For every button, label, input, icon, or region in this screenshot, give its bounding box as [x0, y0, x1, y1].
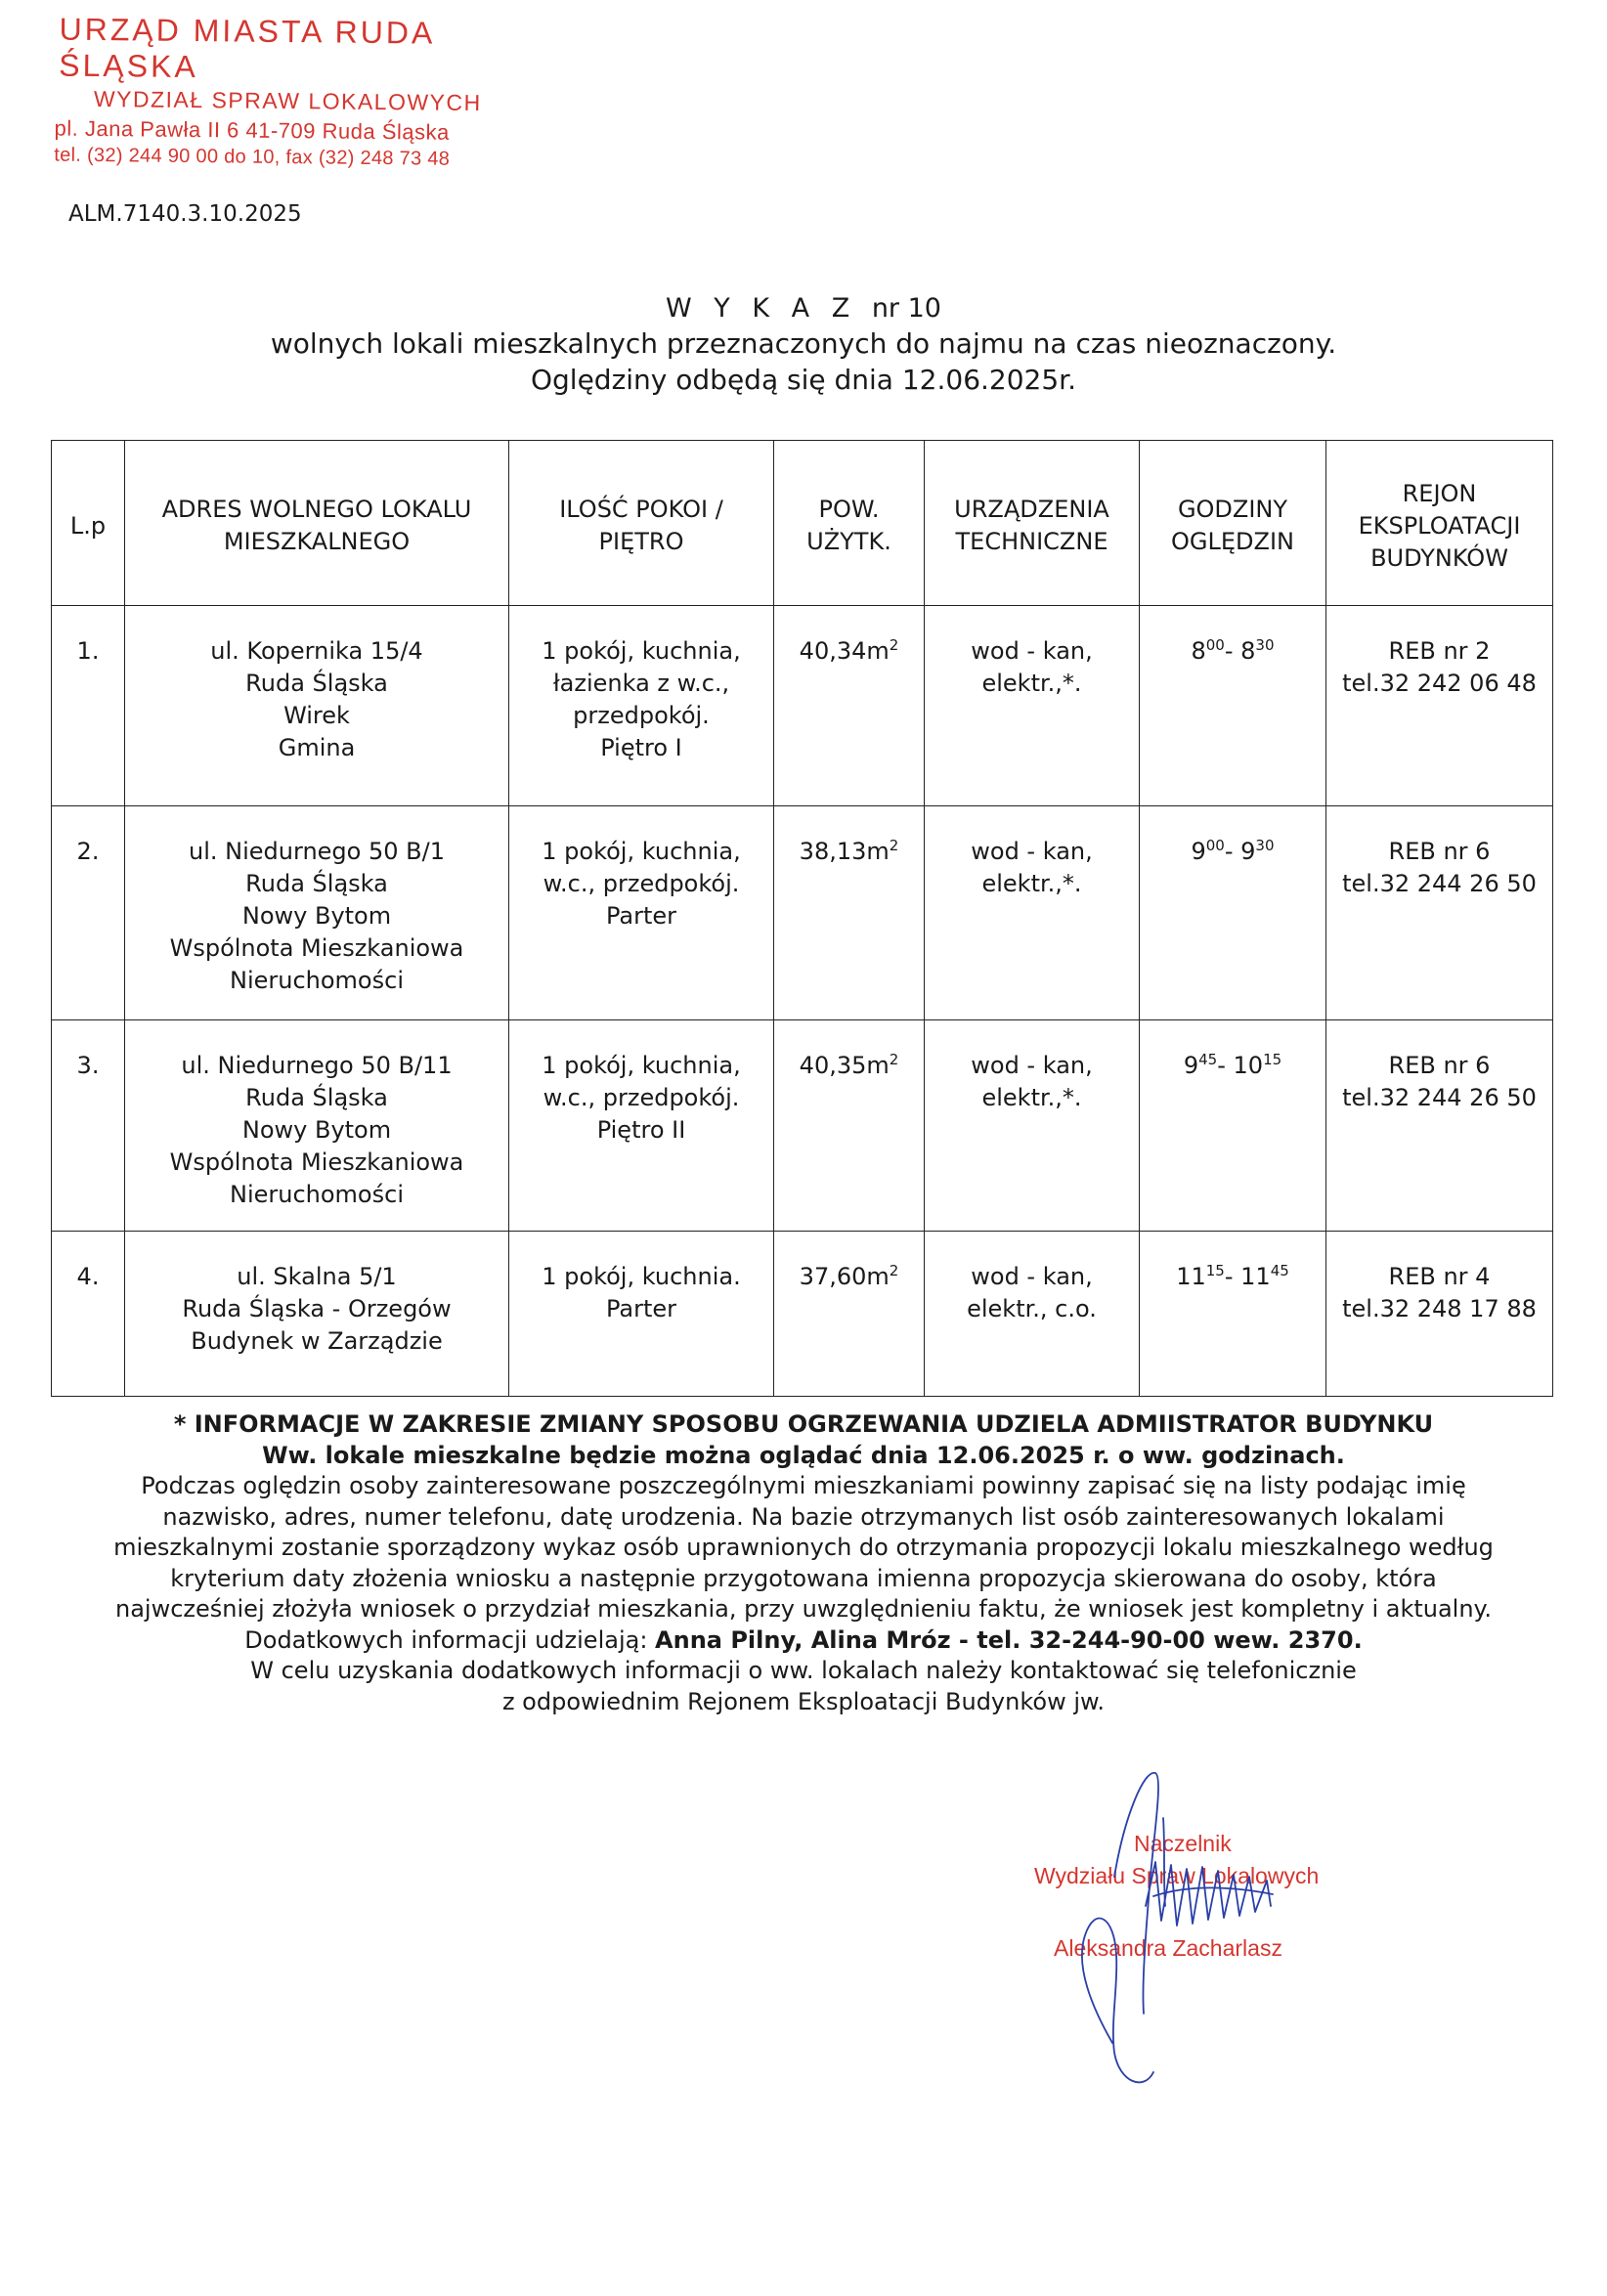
- stamp-office-name: URZĄD MIASTA RUDA ŚLĄSKA: [59, 11, 434, 85]
- cell-lp: 2.: [52, 806, 125, 1020]
- cell-rooms: 1 pokój, kuchnia, łazienka z w.c., przedpokój. Piętro I: [509, 606, 774, 806]
- cell-address: ul. Skalna 5/1 Ruda Śląska - Orzegów Budynek w Zarządzie: [125, 1232, 509, 1397]
- signature-block: [1017, 1759, 1368, 2111]
- cell-equipment: wod - kan, elektr., c.o.: [925, 1232, 1140, 1397]
- information-section: [59, 1409, 1548, 1717]
- cell-equipment: wod - kan, elektr.,*.: [925, 806, 1140, 1020]
- vacant-flats-table: [51, 440, 1553, 1397]
- header-rooms: ILOŚĆ POKOI / PIĘTRO: [509, 441, 774, 606]
- signature-stamp-title: Naczelnik: [1134, 1831, 1232, 1856]
- table-header-row: [52, 441, 1553, 606]
- cell-address: ul. Niedurnego 50 B/1 Ruda Śląska Nowy Bytom Wspólnota Mieszkaniowa Nieruchomości: [125, 806, 509, 1020]
- handwritten-signature: [1017, 1759, 1368, 2111]
- document-reference: ALM.7140.3.10.2025: [68, 201, 302, 227]
- cell-address: ul. Kopernika 15/4 Ruda Śląska Wirek Gmina: [125, 606, 509, 806]
- heading-subtitle: wolnych lokali mieszkalnych przeznaczonych do najmu na czas nieoznaczony.: [270, 327, 1337, 360]
- header-lp: L.p: [52, 441, 125, 606]
- info-paragraph-line: W celu uzyskania dodatkowych informacji o ww. lokalach należy kontaktować się telefonicznie: [250, 1657, 1357, 1684]
- info-contact-line: Dodatkowych informacji udzielają: Anna Pilny, Alina Mróz - tel. 32-244-90-00 wew. 2370.: [244, 1625, 1363, 1654]
- header-address: ADRES WOLNEGO LOKALU MIESZKALNEGO: [125, 441, 509, 606]
- info-paragraph-line: kryterium daty złożenia wniosku a następnie przygotowana imienna propozycja skierowana do osoby, która: [170, 1564, 1437, 1592]
- cell-area: $40,34m^2$: [774, 606, 925, 806]
- cell-lp: 1.: [52, 606, 125, 806]
- table-row: [52, 1020, 1553, 1232]
- info-paragraph-line: Podczas oględzin osoby zainteresowane poszczególnymi mieszkaniami powinny zapisać się na listy podając imię: [141, 1472, 1466, 1499]
- stamp-department: WYDZIAŁ SPRAW LOKALOWYCH: [93, 85, 482, 116]
- cell-lp: 4.: [52, 1232, 125, 1397]
- header-region: REJON EKSPLOATACJI BUDYNKÓW: [1326, 441, 1553, 606]
- info-paragraph-line: mieszkalnymi zostanie sporządzony wykaz osób uprawnionych do otrzymania propozycji lokalu mieszkalnego według: [113, 1534, 1494, 1561]
- stamp-address: pl. Jana Pawła II 6 41-709 Ruda Śląska: [54, 115, 450, 145]
- heading-number: nr 10: [871, 293, 941, 324]
- cell-region: REB nr 6 tel.32 244 26 50: [1326, 1020, 1553, 1232]
- heading-inspection-date: Oględziny odbędą się dnia 12.06.2025r.: [530, 364, 1077, 396]
- table-row: [52, 606, 1553, 806]
- cell-area: $38,13m^2$: [774, 806, 925, 1020]
- cell-hours: $9^{00}-$ $9^{30}$: [1140, 806, 1326, 1020]
- info-paragraph-line: najwcześniej złożyła wniosek o przydział mieszkania, przy uwzględnieniu faktu, że wniosek jest kompletny i aktualny.: [115, 1595, 1492, 1623]
- info-paragraph-line: nazwisko, adres, numer telefonu, datę urodzenia. Na bazie otrzymanych list osób zainteresowanych lokalami: [162, 1502, 1445, 1531]
- cell-address: ul. Niedurnego 50 B/11 Ruda Śląska Nowy Bytom Wspólnota Mieszkaniowa Nieruchomości: [125, 1020, 509, 1232]
- cell-lp: 3.: [52, 1020, 125, 1232]
- info-heating-note: * INFORMACJE W ZAKRESIE ZMIANY SPOSOBU OGRZEWANIA UDZIELA ADMIISTRATOR BUDYNKU: [173, 1410, 1434, 1438]
- signature-stamp-department: Wydziału Spraw Lokalowych: [1034, 1863, 1320, 1888]
- table-row: [52, 806, 1553, 1020]
- cell-hours: $8^{00}-$ $8^{30}$: [1140, 606, 1326, 806]
- signature-stamp-name: Aleksandra Zacharlasz: [1054, 1935, 1282, 1961]
- header-area: POW. UŻYTK.: [774, 441, 925, 606]
- cell-area: $40,35m^2$: [774, 1020, 925, 1232]
- cell-region: REB nr 6 tel.32 244 26 50: [1326, 806, 1553, 1020]
- cell-hours: $9^{45}-$ $10^{15}$: [1140, 1020, 1326, 1232]
- cell-equipment: wod - kan, elektr.,*.: [925, 1020, 1140, 1232]
- cell-area: $37,60m^2$: [774, 1232, 925, 1397]
- info-viewing-date: Ww. lokale mieszkalne będzie można oglądać dnia 12.06.2025 r. o ww. godzinach.: [262, 1441, 1345, 1469]
- info-paragraph-line: z odpowiednim Rejonem Eksploatacji Budynków jw.: [501, 1687, 1106, 1715]
- cell-rooms: 1 pokój, kuchnia. Parter: [509, 1232, 774, 1397]
- cell-region: REB nr 4 tel.32 248 17 88: [1326, 1232, 1553, 1397]
- table-row: [52, 1232, 1553, 1397]
- cell-equipment: wod - kan, elektr.,*.: [925, 606, 1140, 806]
- info-contact-persons: Anna Pilny, Alina Mróz - tel. 32-244-90-00 wew. 2370.: [655, 1625, 1363, 1654]
- stamp-phone: tel. (32) 244 90 00 do 10, fax (32) 248 73 48: [54, 144, 451, 170]
- cell-rooms: 1 pokój, kuchnia, w.c., przedpokój. Parter: [509, 806, 774, 1020]
- cell-hours: $11^{15}-$ $11^{45}$: [1140, 1232, 1326, 1397]
- cell-region: REB nr 2 tel.32 242 06 48: [1326, 606, 1553, 806]
- office-stamp: [54, 12, 515, 172]
- document-heading: [0, 293, 1607, 396]
- heading-title-word: W Y K A Z: [666, 293, 857, 324]
- header-equipment: URZĄDZENIA TECHNICZNE: [925, 441, 1140, 606]
- header-hours: GODZINY OGLĘDZIN: [1140, 441, 1326, 606]
- cell-rooms: 1 pokój, kuchnia, w.c., przedpokój. Piętro II: [509, 1020, 774, 1232]
- heading-title: [0, 293, 1607, 324]
